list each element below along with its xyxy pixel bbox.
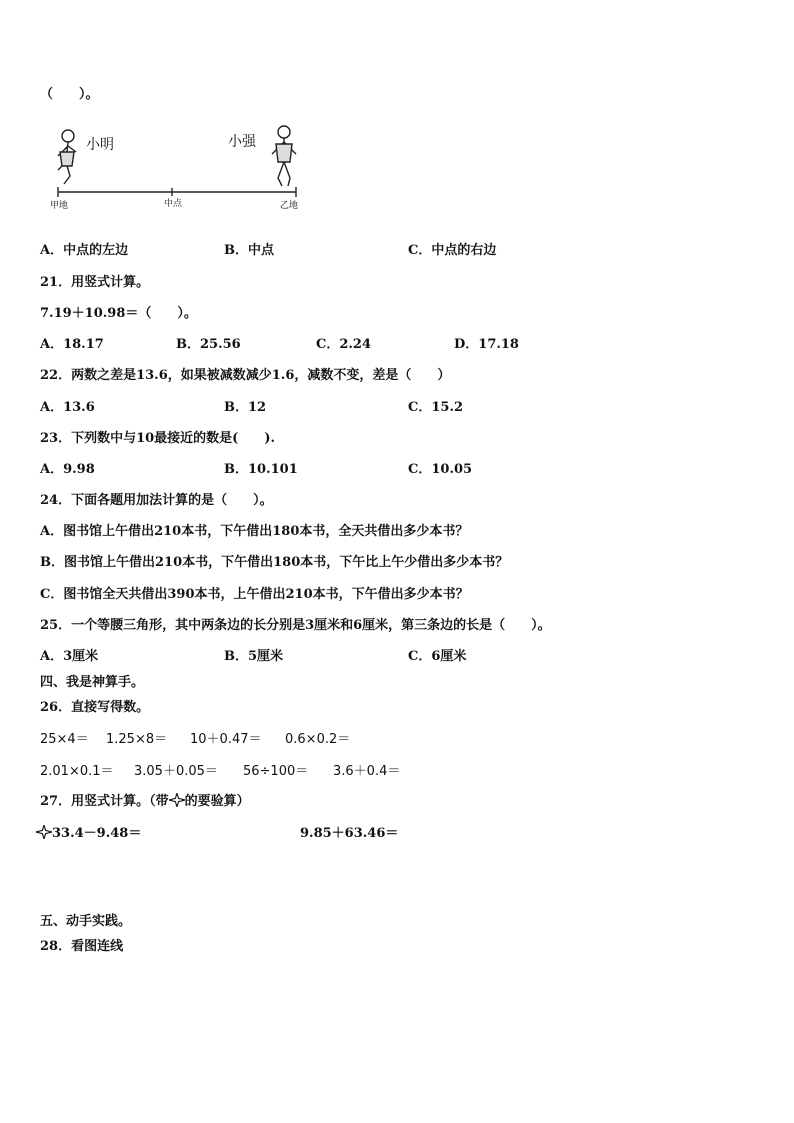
q21-expr: 7.19＋10.98＝（ ）。 <box>40 306 197 321</box>
xiaoqiang-figure-icon <box>272 126 296 186</box>
q25-title: 25．一个等腰三角形，其中两条边的长分别是3厘米和6厘米，第三条边的长是（ ）。 <box>40 618 551 633</box>
q26-title: 26．直接写得数。 <box>40 700 150 715</box>
q26-item: 0.6×0.2＝ <box>285 732 351 747</box>
q27-title <box>40 790 250 809</box>
q20-option-b: B．中点 <box>224 243 274 258</box>
q27-title-a: 27．用竖式计算。（带 <box>40 794 169 809</box>
q25-option-b: B．5厘米 <box>224 649 284 664</box>
q20-option-c: C．中点的右边 <box>408 243 497 258</box>
q21-title: 21．用竖式计算。 <box>40 275 150 290</box>
q25-option-a: A．3厘米 <box>40 649 99 664</box>
q24-title: 24．下面各题用加法计算的是（ ）。 <box>40 493 273 508</box>
q28-title: 28．看图连线 <box>40 939 124 954</box>
section-5-heading: 五、动手实践。 <box>40 914 132 929</box>
name-left: 小明 <box>86 137 114 153</box>
star-icon <box>169 793 185 807</box>
q26-item: 3.6＋0.4＝ <box>333 764 401 779</box>
q25-option-c: C．6厘米 <box>408 649 467 664</box>
q22-option-b: B．12 <box>224 400 267 415</box>
q23-option-b: B．10.101 <box>224 462 298 477</box>
q24-option-c: C．图书馆全天共借出390本书，上午借出210本书，下午借出多少本书？ <box>40 587 469 602</box>
q24-option-b: B．图书馆上午借出210本书，下午借出180本书，下午比上午少借出多少本书？ <box>40 555 509 570</box>
q22-option-c: C．15.2 <box>408 400 464 415</box>
q23-title: 23．下列数中与10最接近的数是( ). <box>40 431 276 446</box>
q24-option-a: A．图书馆上午借出210本书，下午借出180本书，全天共借出多少本书？ <box>40 524 469 539</box>
q27-expr-1 <box>36 822 141 841</box>
q27-expr-1-text: 33.4－9.48＝ <box>52 826 142 841</box>
q26-item: 56÷100＝ <box>243 764 309 779</box>
section-4-heading: 四、我是神算手。 <box>40 675 145 690</box>
q23-option-c: C．10.05 <box>408 462 473 477</box>
name-right: 小强 <box>228 134 256 150</box>
label-right: 乙地 <box>280 201 299 211</box>
q21-option-d: D．17.18 <box>454 337 519 352</box>
q21-option-a: A．18.17 <box>40 337 104 352</box>
star-icon <box>36 825 52 839</box>
q26-item: 10＋0.47＝ <box>190 732 262 747</box>
q23-option-a: A．9.98 <box>40 462 95 477</box>
label-mid: 中点 <box>164 199 183 209</box>
q26-item: 2.01×0.1＝ <box>40 764 114 779</box>
q26-item: 3.05＋0.05＝ <box>134 764 218 779</box>
q27-title-b: 的要验算） <box>184 794 250 809</box>
q21-option-c: C．2.24 <box>316 337 372 352</box>
q21-option-b: B．25.56 <box>176 337 241 352</box>
xiaoming-figure-icon <box>58 130 76 184</box>
distance-figure <box>44 118 314 218</box>
q22-option-a: A．13.6 <box>40 400 95 415</box>
q22-title: 22．两数之差是13.6，如果被减数减少1.6，减数不变，差是（ ） <box>40 368 451 383</box>
q26-item: 25×4＝ <box>40 732 89 747</box>
top-paren: （ ）。 <box>40 87 99 102</box>
label-left: 甲地 <box>50 201 69 211</box>
q20-option-a: A．中点的左边 <box>40 243 129 258</box>
q26-item: 1.25×8＝ <box>106 732 168 747</box>
q27-expr-2: 9.85＋63.46＝ <box>300 826 399 841</box>
